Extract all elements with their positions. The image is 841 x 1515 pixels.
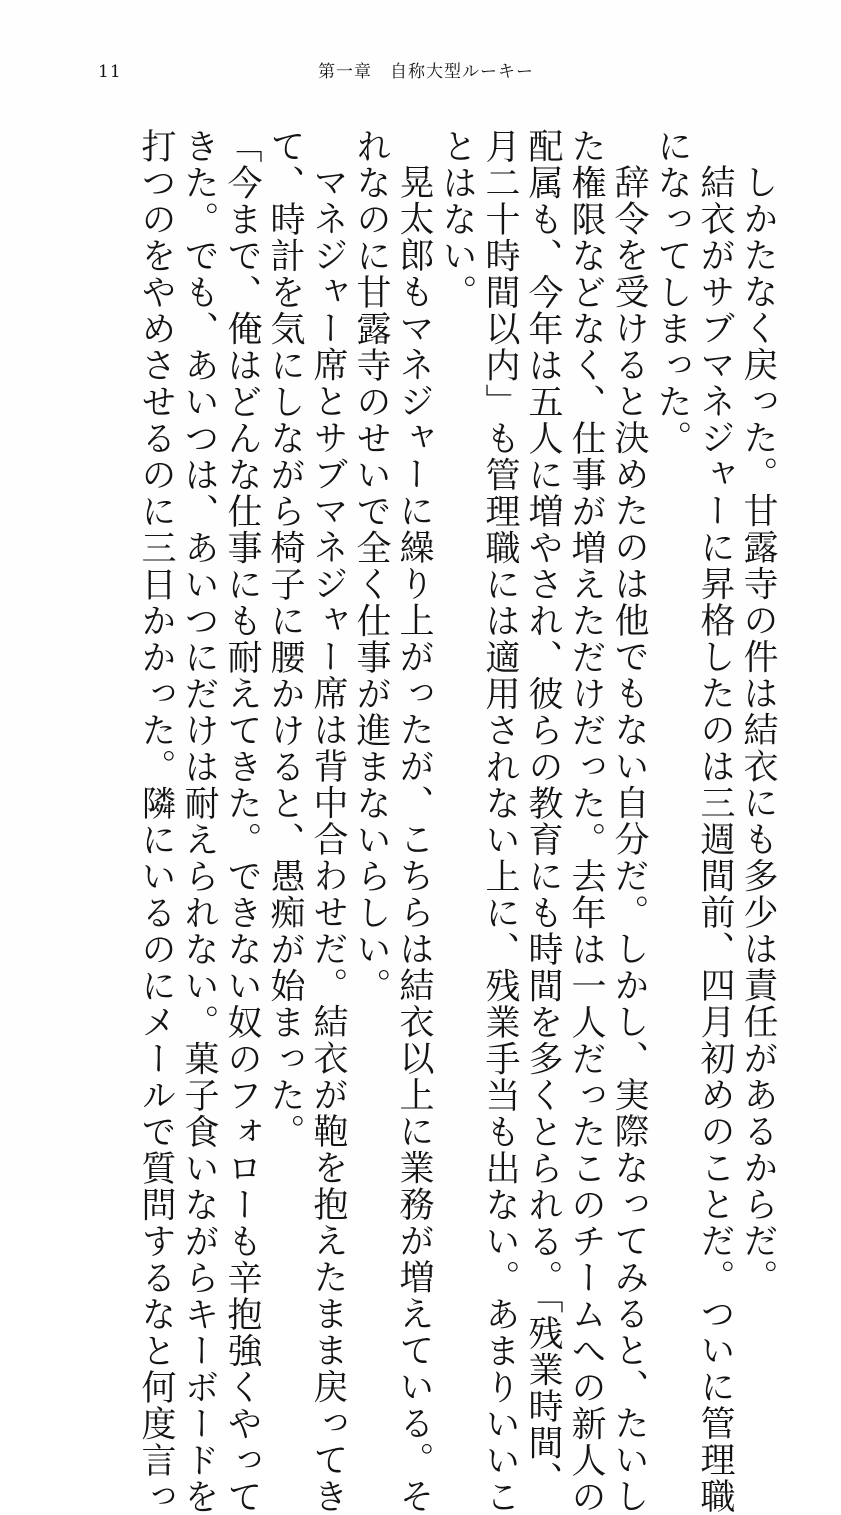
vertical-body-text [134,128,779,1515]
text-line: 配属も、今年は五人に増やされ、彼らの教育にも時間を多くとられる。「残業時間、 [523,128,563,1498]
chapter-header: 第一章 自称大型ルーキー [318,62,534,82]
text-line: 月二十時間以内」も管理職には適用されない上に、残業手当も出ない。あまりいいこ [480,128,520,1515]
text-line: 結衣がサブマネジャーに昇格したのは三週間前、四月初めのことだ。ついに管理職 [695,164,735,1515]
text-line: 「今まで、俺はどんな仕事にも耐えてきた。できない奴のフォローも辛抱強くやって [222,128,262,1515]
text-line: た権限などなく、仕事が増えただけだった。去年は一人だったこのチームへの新人の [566,128,606,1515]
page-number: 11 [98,62,122,82]
text-line: マネジャー席とサブマネジャー席は背中合わせだ。結衣が鞄を抱えたまま戻ってき [308,164,348,1515]
text-line: れなのに甘露寺のせいで全く仕事が進まないらしい。 [351,128,391,1004]
text-line: になってしまった。 [652,128,692,457]
text-line: 辞令を受けると決めたのは他でもない自分だ。しかし、実際なってみると、たいし [609,164,649,1515]
text-line: しかたなく戻った。甘露寺の件は結衣にも多少は責任があるからだ。 [738,164,778,1296]
text-line: きた。でも、あいつは、あいつにだけは耐えられない。菓子食いながらキーボードを [179,128,219,1515]
text-line: 打つのをやめさせるのに三日かかった。隣にいるのにメールで質問するなと何度言っ [136,128,176,1515]
text-line: とはない。 [437,128,477,311]
text-line: 晃太郎もマネジャーに繰り上がったが、こちらは結衣以上に業務が増えている。そ [394,164,434,1515]
text-line: て、時計を気にしながら椅子に腰かけると、愚痴が始まった。 [265,128,305,1150]
